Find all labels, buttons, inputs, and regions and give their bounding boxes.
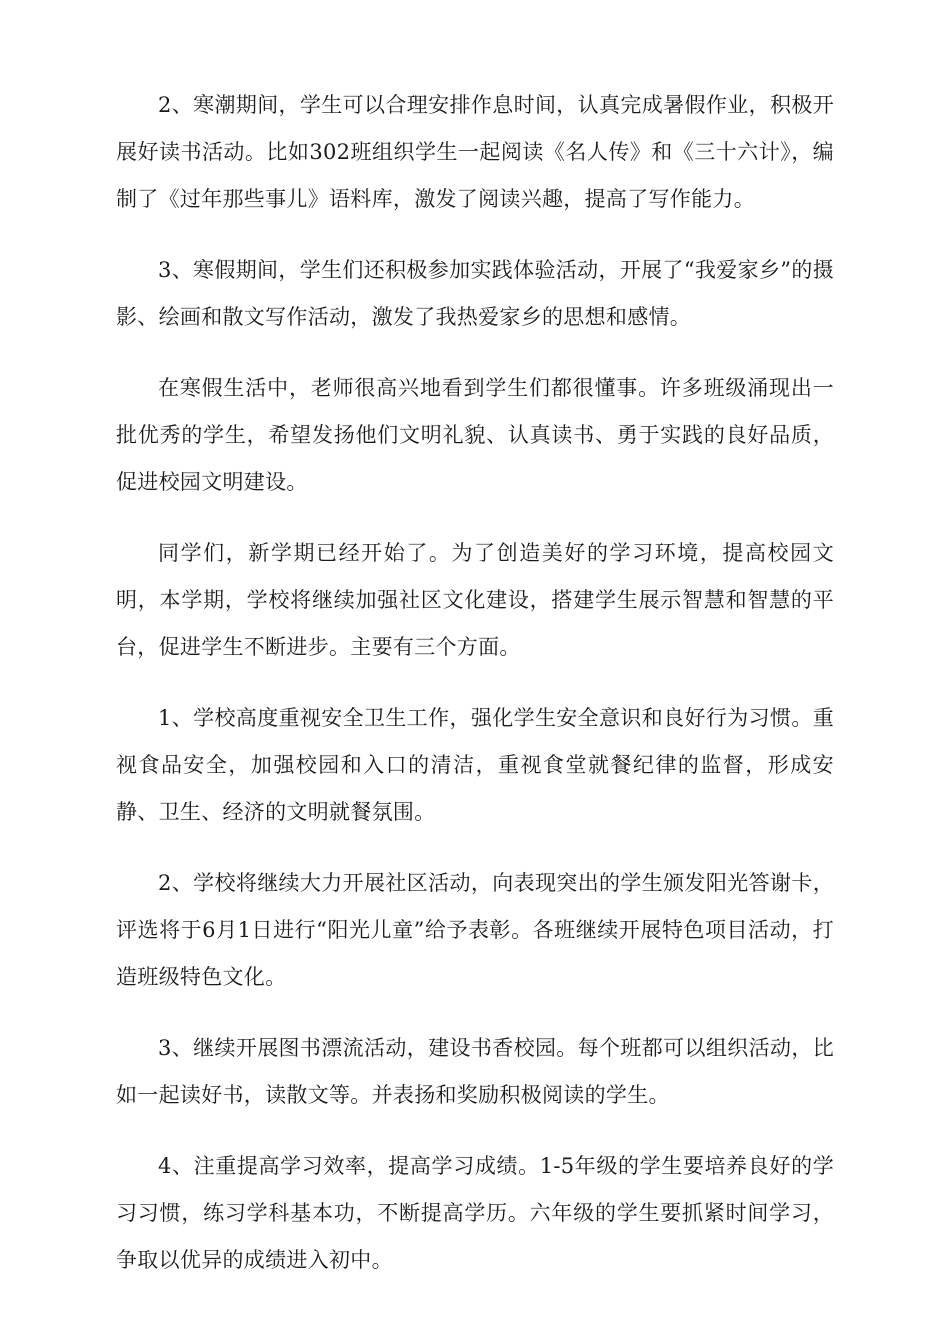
- paragraph-practice-activities: 3、寒假期间，学生们还积极参加实践体验活动，开展了“我爱家乡”的摄影、绘画和散文写作活动，激发了我热爱家乡的思想和感情。: [116, 258, 834, 329]
- paragraph-community-activities: 2、学校将继续大力开展社区活动，向表现突出的学生颁发阳光答谢卡，评选将于6月1日进行“阳光儿童”给予表彰。各班继续开展特色项目活动，打造班级特色文化。: [116, 871, 834, 989]
- paragraph-book-drifting: 3、继续开展图书漂流活动，建设书香校园。每个班都可以组织活动，比如一起读好书，读散文等。并表扬和奖励积极阅读的学生。: [116, 1036, 834, 1107]
- paragraph-study-efficiency: 4、注重提高学习效率，提高学习成绩。1-5年级的学生要培养良好的学习习惯，练习学科基本功，不断提高学历。六年级的学生要抓紧时间学习，争取以优异的成绩进入初中。: [116, 1154, 834, 1272]
- paragraph-safety-hygiene: 1、学校高度重视安全卫生工作，强化学生安全意识和良好行为习惯。重视食品安全，加强校园和入口的清洁，重视食堂就餐纪律的监督，形成安静、卫生、经济的文明就餐氛围。: [116, 706, 834, 824]
- paragraph-winter-reading: 2、寒潮期间，学生可以合理安排作息时间，认真完成暑假作业，积极开展好读书活动。比如302班组织学生一起阅读《名人传》和《三十六计》，编制了《过年那些事儿》语料库，激发了阅读兴趣，提高了写作能力。: [116, 93, 834, 211]
- paragraph-teacher-praise: 在寒假生活中，老师很高兴地看到学生们都很懂事。许多班级涌现出一批优秀的学生，希望发扬他们文明礼貌、认真读书、勇于实践的良好品质，促进校园文明建设。: [116, 376, 834, 494]
- document-body: [116, 82, 834, 1308]
- paragraph-new-semester: 同学们，新学期已经开始了。为了创造美好的学习环境，提高校园文明，本学期，学校将继续加强社区文化建设，搭建学生展示智慧和智慧的平台，促进学生不断进步。主要有三个方面。: [116, 541, 834, 659]
